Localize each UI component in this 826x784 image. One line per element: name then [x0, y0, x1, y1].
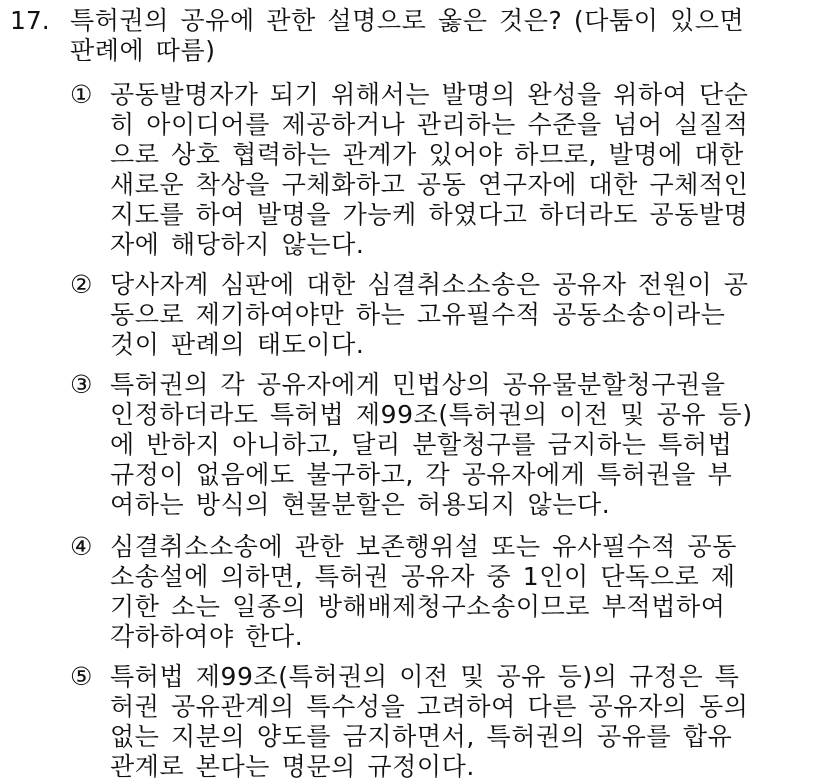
- choice-4-line: 기한 소는 일종의 방해배제청구소송이므로 부적법하여: [110, 592, 726, 621]
- choice-5-line: 특허법 제99조(특허권의 이전 및 공유 등)의 규정은 특: [110, 662, 740, 691]
- choice-4-line: 소송설에 의하면, 특허권 공유자 중 1인이 단독으로 제: [110, 562, 736, 591]
- choice-1-line: 으로 상호 협력하는 관계가 있어야 하므로, 발명에 대한: [110, 140, 744, 169]
- choice-1-line: 히 아이디어를 제공하거나 관리하는 수준을 넘어 실질적: [110, 110, 749, 139]
- choice-3-line: 규정이 없음에도 불구하고, 각 공유자에게 특허권을 부: [110, 460, 733, 489]
- choice-5-line: 관계로 본다는 명문의 규정이다.: [110, 752, 475, 781]
- question-stem-line: 특허권의 공유에 관한 설명으로 옳은 것은? (다툼이 있으면: [70, 6, 745, 35]
- question-number: 17.: [10, 6, 50, 35]
- choice-2-line: 것이 판례의 태도이다.: [110, 330, 365, 359]
- choice-1-line: 새로운 착상을 구체화하고 공동 연구자에 대한 구체적인: [110, 170, 749, 199]
- choice-marker-2: ②: [70, 270, 93, 299]
- choice-3-line: 여하는 방식의 현물분할은 허용되지 않는다.: [110, 490, 611, 519]
- choice-marker-5: ⑤: [70, 662, 93, 691]
- choice-3-line: 인정하더라도 특허법 제99조(특허권의 이전 및 공유 등): [110, 400, 753, 429]
- choice-1-line: 공동발명자가 되기 위해서는 발명의 완성을 위하여 단순: [110, 80, 749, 109]
- choice-1-line: 지도를 하여 발명을 가능케 하였다고 하더라도 공동발명: [110, 200, 749, 229]
- choice-2-line: 당사자계 심판에 대한 심결취소소송은 공유자 전원이 공: [110, 270, 749, 299]
- choice-4-line: 심결취소소송에 관한 보존행위설 또는 유사필수적 공동: [110, 532, 737, 561]
- choice-marker-4: ④: [70, 532, 93, 561]
- choice-1-line: 자에 해당하지 않는다.: [110, 230, 365, 259]
- choice-marker-1: ①: [70, 80, 93, 109]
- question-stem-line: 판례에 따름): [70, 36, 216, 65]
- choice-4-line: 각하하여야 한다.: [110, 622, 304, 651]
- choice-5-line: 허권 공유관계의 특수성을 고려하여 다른 공유자의 동의: [110, 692, 749, 721]
- choice-5-line: 없는 지분의 양도를 금지하면서, 특허권의 공유를 합유: [110, 722, 733, 751]
- choice-3-line: 에 반하지 아니하고, 달리 분할청구를 금지하는 특허법: [110, 430, 733, 459]
- choice-3-line: 특허권의 각 공유자에게 민법상의 공유물분할청구권을: [110, 370, 726, 399]
- choice-2-line: 동으로 제기하여야만 하는 고유필수적 공동소송이라는: [110, 300, 726, 329]
- choice-marker-3: ③: [70, 370, 93, 399]
